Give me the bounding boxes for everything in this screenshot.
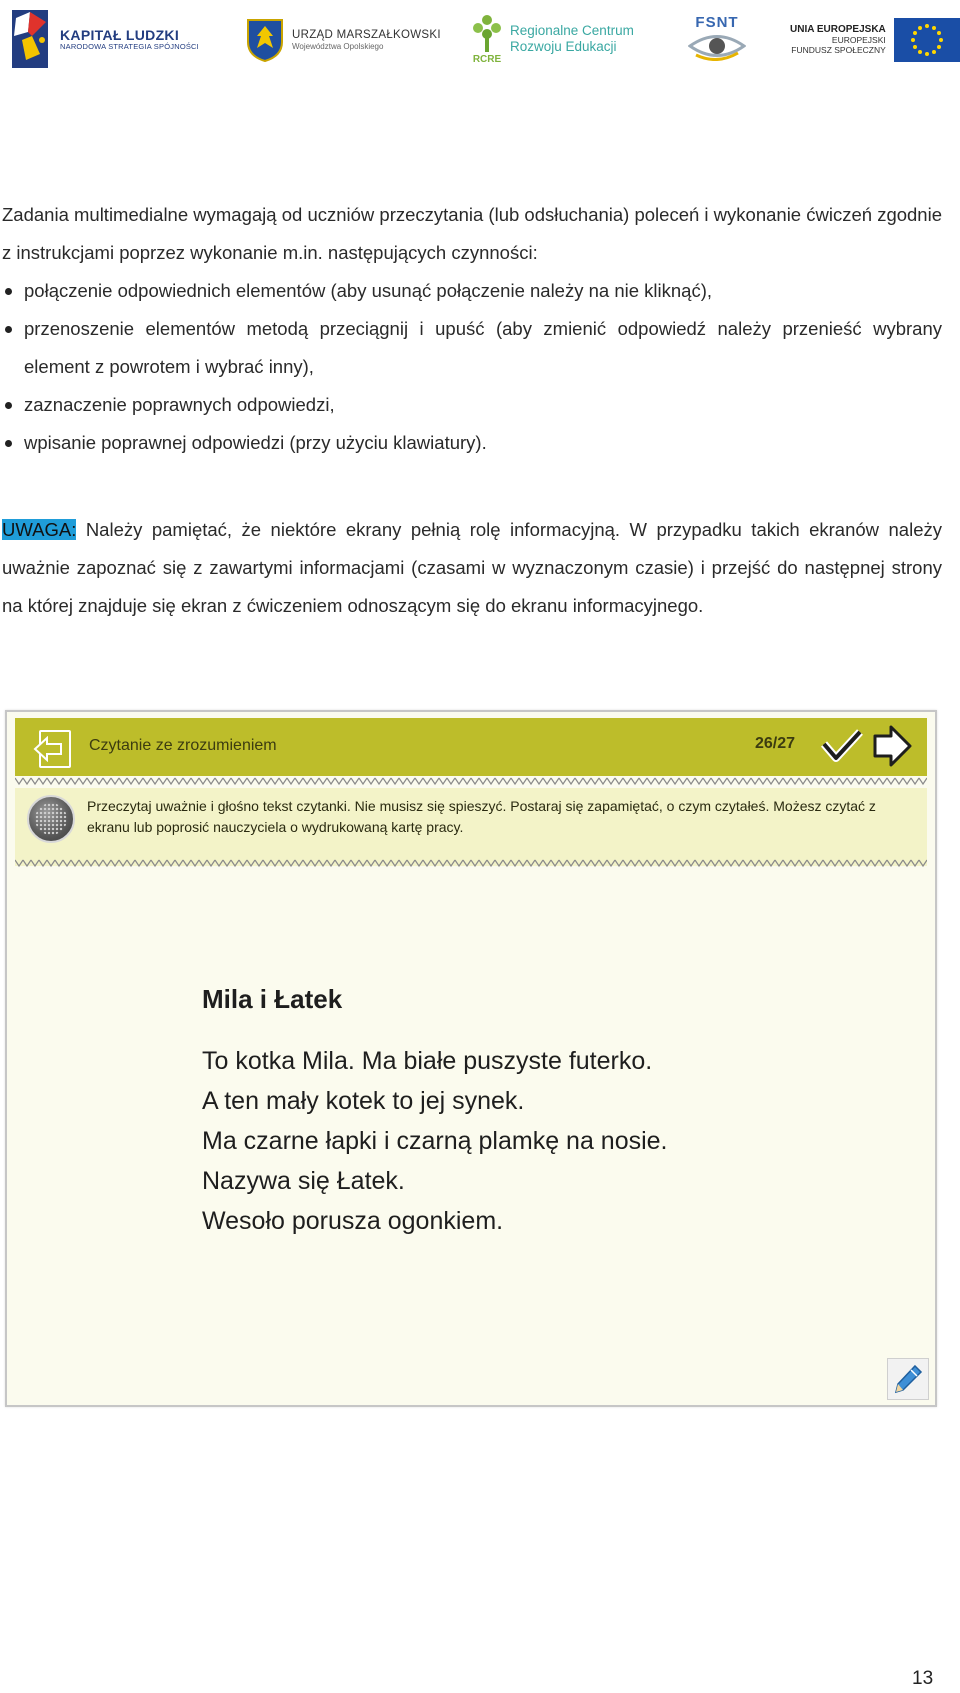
rcre-badge: RCRE	[472, 54, 502, 65]
eu-line2: EUROPEJSKI	[831, 34, 886, 45]
kapital-ludzki-subtitle: NARODOWA STRATEGIA SPÓJNOŚCI	[60, 41, 199, 51]
check-icon[interactable]	[821, 728, 863, 764]
note-text: Należy pamiętać, że niektóre ekrany pełnią rolę informacyjną. W przypadku takich ekranów należy uważnie zapoznać się z zawartymi informacjami (czasami w wyznaczonym czasie) i przejść do następnej strony na której znajduje się ekran z ćwiczeniem odnoszącym się do ekranu informacyjnego.	[2, 519, 942, 616]
kapital-ludzki-emblem-icon	[12, 10, 52, 68]
page-number: 13	[912, 1668, 934, 1689]
back-button[interactable]	[39, 730, 71, 768]
story-line: To kotka Mila. Ma białe puszyste futerko.	[202, 1047, 653, 1075]
page-counter: 26/27	[755, 735, 796, 752]
eu-logo	[790, 18, 960, 62]
rcre-line2: Rozwoju Edukacji	[510, 38, 617, 54]
story-line: Wesoło porusza ogonkiem.	[202, 1207, 504, 1235]
eu-line3: FUNDUSZ SPOŁECZNY	[791, 44, 886, 55]
instruction-panel	[15, 788, 927, 866]
kapital-ludzki-logo	[12, 10, 199, 68]
pencil-button[interactable]	[887, 1358, 929, 1400]
back-arrow-icon	[33, 736, 65, 762]
divider	[15, 858, 927, 868]
divider	[15, 776, 927, 786]
eu-line1: UNIA EUROPEJSKA	[790, 24, 886, 36]
activities-list	[2, 272, 942, 462]
instruction-text: Przeczytaj uważnie i głośno tekst czytanki. Nie musisz się spieszyć. Postaraj się zapamiętać, o czym czytałeś. Możesz czytać z ekranu lub poprosić nauczyciela o wydrukowaną kartę pracy.	[87, 798, 876, 835]
rcre-logo	[470, 12, 634, 65]
list-item: zaznaczenie poprawnych odpowiedzi,	[2, 386, 942, 424]
story-title: Mila i Łatek	[202, 984, 343, 1014]
pencil-icon	[893, 1364, 923, 1394]
next-arrow-icon[interactable]	[871, 724, 913, 768]
exercise-screenshot	[5, 710, 937, 1407]
list-item: połączenie odpowiednich elementów (aby usunąć połączenie należy na nie kliknąć),	[2, 272, 942, 310]
urzad-name: URZĄD MARSZAŁKOWSKI	[292, 28, 441, 41]
urzad-subtitle: Województwa Opolskiego	[292, 42, 384, 52]
story-line: Nazywa się Łatek.	[202, 1167, 405, 1195]
story-line: A ten mały kotek to jej synek.	[202, 1087, 525, 1115]
note-paragraph	[2, 511, 942, 625]
list-item: przenoszenie elementów metodą przeciągnij i upuść (aby zmienić odpowiedź należy przenieść wybrany element z powrotem i wybrać inny),	[2, 310, 942, 386]
eye-icon	[688, 31, 746, 61]
eu-flag-icon	[894, 18, 960, 62]
urzad-marszalkowski-logo	[246, 18, 441, 62]
speaker-icon[interactable]	[27, 795, 75, 843]
story	[202, 984, 668, 1241]
intro-paragraph: Zadania multimedialne wymagają od uczniów przeczytania (lub odsłuchania) poleceń i wykonanie ćwiczeń zgodnie z instrukcjami poprzez wykonanie m.in. następujących czynności:	[2, 204, 942, 263]
note-label: UWAGA:	[2, 519, 77, 540]
tree-icon	[470, 12, 504, 54]
fsnt-logo	[688, 14, 746, 61]
rcre-line1: Regionalne Centrum	[510, 22, 634, 38]
kapital-ludzki-name: KAPITAŁ LUDZKI	[60, 26, 180, 43]
exercise-toolbar	[15, 718, 927, 776]
exercise-title: Czytanie ze zrozumieniem	[89, 737, 277, 754]
list-item: wpisanie poprawnej odpowiedzi (przy użyciu klawiatury).	[2, 424, 942, 462]
logo-header	[0, 0, 960, 80]
fsnt-name: FSNT	[695, 14, 739, 31]
story-line: Ma czarne łapki i czarną plamkę na nosie.	[202, 1127, 668, 1155]
coat-of-arms-icon	[246, 18, 284, 62]
